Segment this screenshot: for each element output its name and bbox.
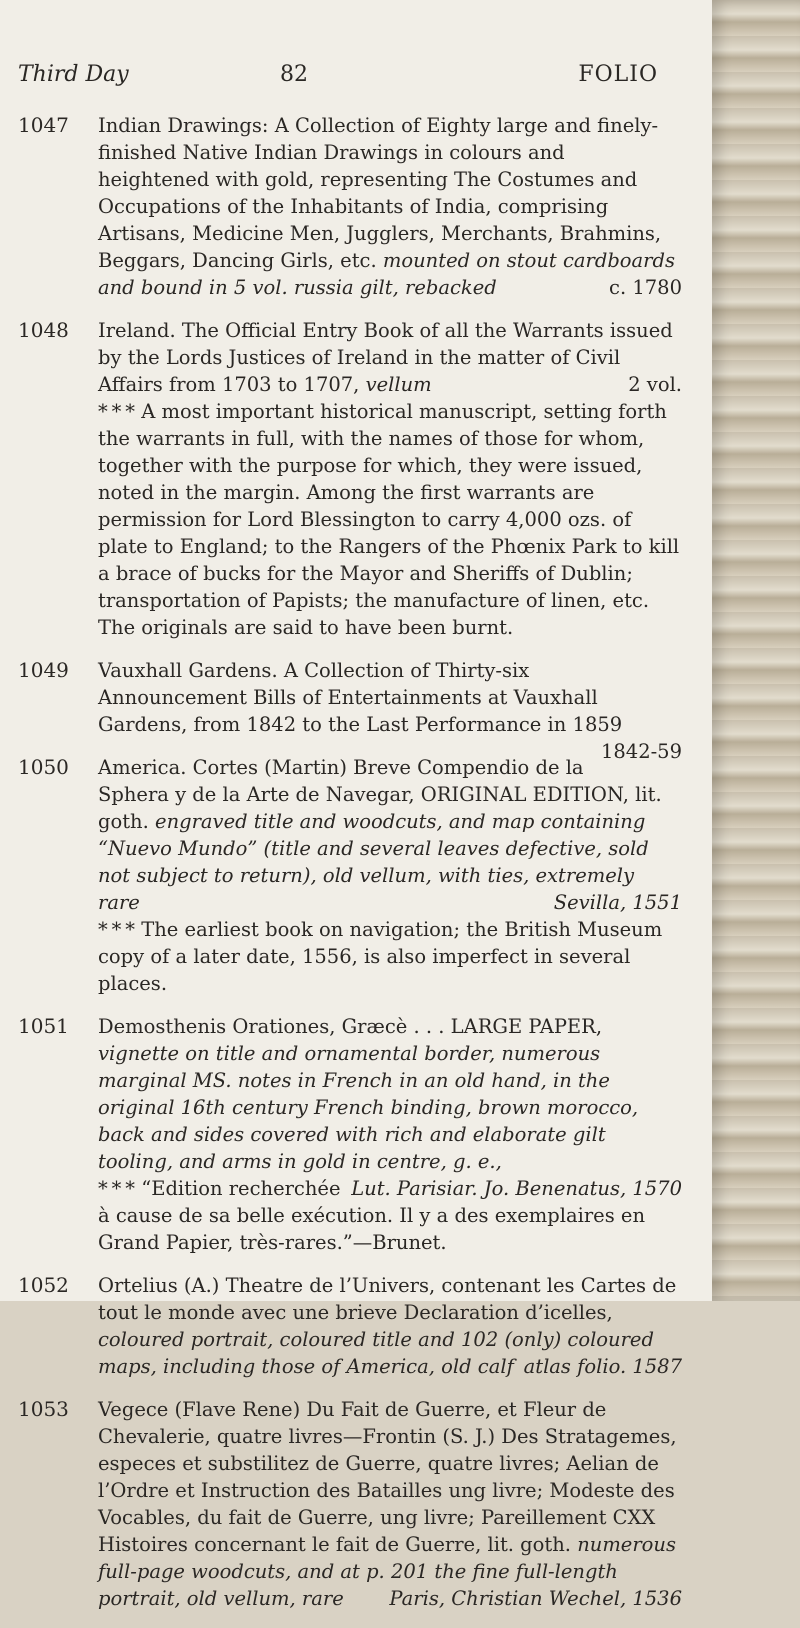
lot-binding: mounted on stout cardboards and bound in 5 vol. russia gilt, rebacked: [98, 249, 675, 299]
lot-entry: [18, 317, 682, 641]
lot-entry: [18, 112, 682, 301]
book-page-edge: [712, 0, 800, 1301]
lot-entry: [18, 1013, 682, 1256]
lot-binding: engraved title and woodcuts, and map containing “Nuevo Mundo” (title and several leaves defective, sold not subject to return), old vellum, with ties, extremely rare: [98, 810, 649, 914]
header-format: FOLIO: [578, 62, 658, 87]
lot-binding: vignette on title and ornamental border, numerous marginal MS. notes in French in an old hand, in the original 16th century French binding, brown morocco, back and sides covered with rich and elaborate gilt tooling, and arms in gold in centre, g. e.,: [98, 1042, 639, 1173]
lot-text: Demosthenis Orationes, Græcè . . . LARGE PAPER,: [98, 1015, 603, 1038]
header-day: Third Day: [18, 62, 129, 87]
lot-description: [98, 317, 682, 398]
lot-description: [98, 754, 682, 916]
lot-entry: [18, 1396, 682, 1612]
lot-binding: coloured portrait, coloured title and 102 (only) coloured maps, including those of America, old calf: [98, 1328, 654, 1378]
lot-date: 2 vol.: [628, 373, 682, 396]
lot-number: 1050: [18, 755, 69, 779]
lot-date: Sevilla, 1551: [553, 891, 682, 914]
lot-description: [98, 112, 682, 301]
lot-date: 1842-59: [600, 740, 682, 763]
lot-text: Ortelius (A.) Theatre de l’Univers, contenant les Cartes de tout le monde avec une brieve Declaration d’icelles,: [98, 1274, 677, 1324]
lot-text: Ireland. The Official Entry Book of all the Warrants issued by the Lords Justices of Ireland in the matter of Civil Affairs from 1703 to 1707,: [98, 319, 673, 396]
lot-text: Indian Drawings: A Collection of Eighty large and finely-finished Native Indian Drawings in colours and heightened with gold, representing The Costumes and Occupations of the Inhabitants of India, comprising Artisans, Medicine Men, Jugglers, Merchants, Brahmins, Beggars, Dancing Girls, etc.: [98, 114, 662, 272]
lot-date: atlas folio. 1587: [523, 1355, 682, 1378]
lot-number: 1051: [18, 1014, 69, 1038]
lot-number: 1049: [18, 658, 69, 682]
lot-text: Vegece (Flave Rene) Du Fait de Guerre, et Fleur de Chevalerie, quatre livres—Frontin (S. J.) Des Stratagemes, especes et substilitez de Guerre, quatre livres; Aelian de l’Ordre et Instruction des Batailles ung livre; Modeste des Vocables, du fait de Guerre, ung livre; Pareillement CXX Histoires concernant le fait de Guerre, lit. goth.: [98, 1398, 677, 1556]
lot-date: Lut. Parisiar. Jo. Benenatus, 1570: [351, 1177, 682, 1200]
lot-text: Vauxhall Gardens. A Collection of Thirty-six Announcement Bills of Entertainments at Vauxhall Gardens, from 1842 to the Last Performance in 1859: [98, 659, 623, 736]
lot-binding: vellum: [365, 373, 432, 396]
lot-number: 1053: [18, 1397, 69, 1421]
page-header: [18, 56, 658, 96]
lot-description: [98, 1013, 682, 1200]
lot-entry: [18, 754, 682, 997]
lot-entry: [18, 657, 682, 763]
lot-note: * * * The earliest book on navigation; the British Museum copy of a later date, 1556, is also imperfect in several places.: [98, 918, 663, 995]
lot-date: c. 1780: [609, 276, 682, 299]
page-number: 82: [280, 62, 308, 87]
lot-number: 1047: [18, 113, 69, 137]
lot-note: * * * A most important historical manuscript, setting forth the warrants in full, with the names of those for whom, together with the purpose for which, they were issued, noted in the margin. Among the first warrants are permission for Lord Blessington to carry 4,000 ozs. of plate to England; to the Rangers of the Phœnix Park to kill a brace of bucks for the Mayor and Sheriffs of Dublin; transportation of Papists; the manufacture of linen, etc. The originals are said to have been burnt.: [98, 400, 680, 639]
lot-binding: numerous full-page woodcuts, and at p. 201 the fine full-length portrait, old vellum, rare: [98, 1533, 676, 1610]
lot-entry: [18, 1272, 682, 1380]
lot-number: 1048: [18, 318, 69, 342]
lot-description: [98, 1396, 682, 1612]
lot-date: Paris, Christian Wechel, 1536: [389, 1587, 682, 1610]
lot-number: 1052: [18, 1273, 69, 1297]
lot-note: * * * “Edition recherchée à cause de sa belle exécution. Il y a des exemplaires en Grand Papier, très-rares.”—Brunet.: [98, 1177, 646, 1254]
lot-description: [98, 1272, 682, 1380]
lot-description: [98, 657, 682, 763]
lot-text: America. Cortes (Martin) Breve Compendio de la Sphera y de la Arte de Navegar, ORIGINAL EDITION, lit. goth.: [98, 756, 662, 833]
lot-list: [18, 112, 682, 1628]
